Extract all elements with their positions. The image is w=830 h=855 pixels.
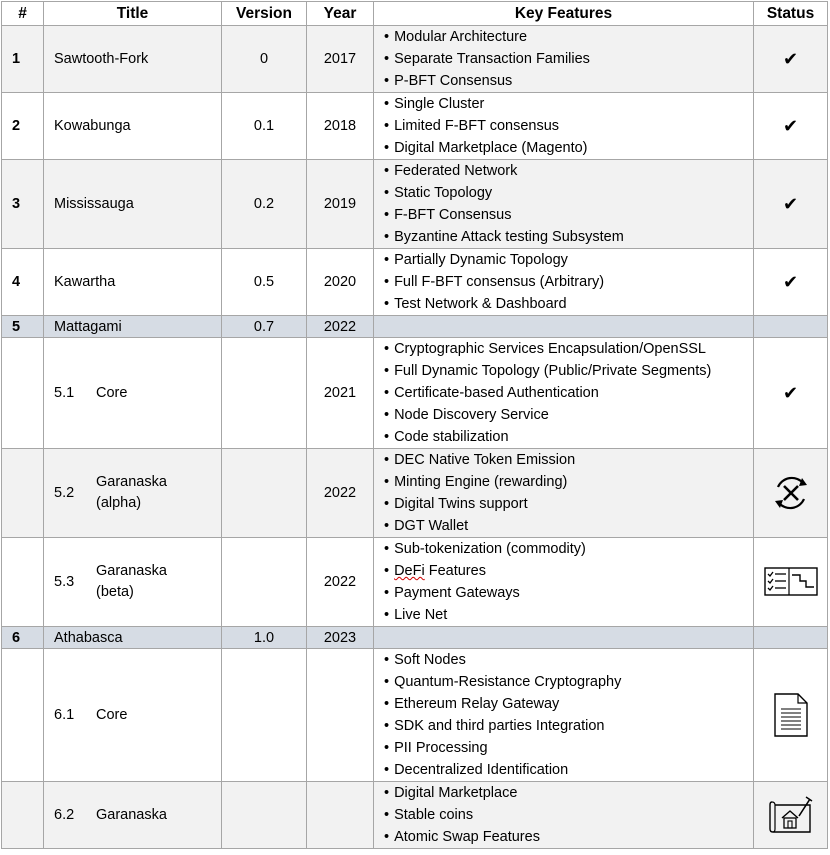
feature-item: • Soft Nodes xyxy=(384,649,753,671)
row-number: 5 xyxy=(2,316,44,338)
header-version: Version xyxy=(222,2,307,26)
feature-item: • Minting Engine (rewarding) xyxy=(384,471,753,493)
sub-title-line: Garanaska xyxy=(96,474,167,490)
feature-item xyxy=(384,560,753,582)
row-number: 6 xyxy=(2,627,44,649)
feature-item: • Digital Marketplace (Magento) xyxy=(384,137,753,159)
row-title xyxy=(44,782,222,849)
sub-title xyxy=(96,472,167,514)
checklist-plan-icon xyxy=(764,566,818,598)
sub-title: Core xyxy=(96,384,128,401)
row-features xyxy=(374,26,754,93)
feature-item: • Sub-tokenization (commodity) xyxy=(384,538,753,560)
feature-item: • Full F-BFT consensus (Arbitrary) xyxy=(384,271,753,293)
row-title: Mattagami xyxy=(44,316,222,338)
row-status xyxy=(754,782,828,849)
row-year xyxy=(307,782,374,849)
table-row xyxy=(2,338,828,449)
sub-number: 5.1 xyxy=(54,385,75,401)
checkmark-icon: ✔ xyxy=(782,115,799,136)
header-row xyxy=(2,2,828,26)
row-year: 2022 xyxy=(307,316,374,338)
row-features xyxy=(374,538,754,627)
row-year xyxy=(307,649,374,782)
row-features xyxy=(374,338,754,449)
feature-item: • Quantum-Resistance Cryptography xyxy=(384,671,753,693)
row-number xyxy=(2,338,44,449)
feature-item: • Full Dynamic Topology (Public/Private Segments) xyxy=(384,360,753,382)
feature-item: • Limited F-BFT consensus xyxy=(384,115,753,137)
row-year: 2022 xyxy=(307,449,374,538)
sub-number: 6.1 xyxy=(54,707,75,723)
row-status xyxy=(754,26,828,93)
blueprint-house-icon xyxy=(768,796,814,834)
feature-item: • Node Discovery Service xyxy=(384,404,753,426)
sub-number: 5.3 xyxy=(54,574,75,590)
group-row xyxy=(2,627,828,649)
sub-title xyxy=(96,561,167,603)
row-year: 2017 xyxy=(307,26,374,93)
row-title: Sawtooth-Fork xyxy=(44,26,222,93)
table-row xyxy=(2,26,828,93)
row-status xyxy=(754,160,828,249)
feature-text: Features xyxy=(424,563,486,579)
feature-item: • Digital Marketplace xyxy=(384,782,753,804)
row-title xyxy=(44,538,222,627)
row-status xyxy=(754,249,828,316)
sub-title-line: (alpha) xyxy=(96,495,142,511)
sub-number: 5.2 xyxy=(54,485,75,501)
roadmap-table xyxy=(1,1,828,849)
sub-title-line: Garanaska xyxy=(96,563,167,579)
header-num: # xyxy=(2,2,44,26)
feature-item: • DGT Wallet xyxy=(384,515,753,537)
feature-item: • Modular Architecture xyxy=(384,26,753,48)
row-title: Kawartha xyxy=(44,249,222,316)
feature-item: • Test Network & Dashboard xyxy=(384,293,753,315)
feature-item: • P-BFT Consensus xyxy=(384,70,753,92)
feature-item: • Live Net xyxy=(384,604,753,626)
row-status xyxy=(754,649,828,782)
row-features xyxy=(374,782,754,849)
row-year: 2021 xyxy=(307,338,374,449)
row-year: 2020 xyxy=(307,249,374,316)
row-year: 2018 xyxy=(307,93,374,160)
row-number: 3 xyxy=(2,160,44,249)
table-row xyxy=(2,538,828,627)
row-version: 0.1 xyxy=(222,93,307,160)
table-row xyxy=(2,649,828,782)
table-row xyxy=(2,93,828,160)
checkmark-icon: ✔ xyxy=(782,271,799,292)
row-version xyxy=(222,782,307,849)
feature-item: • Cryptographic Services Encapsulation/OpenSSL xyxy=(384,338,753,360)
row-status xyxy=(754,449,828,538)
row-features xyxy=(374,316,754,338)
row-version xyxy=(222,538,307,627)
feature-item: • Ethereum Relay Gateway xyxy=(384,693,753,715)
header-title: Title xyxy=(44,2,222,26)
row-number: 4 xyxy=(2,249,44,316)
checkmark-icon: ✔ xyxy=(782,193,799,214)
row-features xyxy=(374,93,754,160)
table-row xyxy=(2,160,828,249)
feature-item: • Federated Network xyxy=(384,160,753,182)
group-row xyxy=(2,316,828,338)
row-features xyxy=(374,449,754,538)
row-title xyxy=(44,649,222,782)
header-status: Status xyxy=(754,2,828,26)
feature-item: • PII Processing xyxy=(384,737,753,759)
row-status xyxy=(754,93,828,160)
row-features xyxy=(374,249,754,316)
row-version: 0.5 xyxy=(222,249,307,316)
row-number: 2 xyxy=(2,93,44,160)
header-year: Year xyxy=(307,2,374,26)
feature-item: • F-BFT Consensus xyxy=(384,204,753,226)
checkmark-icon: ✔ xyxy=(782,382,799,403)
feature-item: • Payment Gateways xyxy=(384,582,753,604)
checkmark-icon: ✔ xyxy=(782,48,799,69)
table-row xyxy=(2,449,828,538)
row-features xyxy=(374,649,754,782)
row-title: Athabasca xyxy=(44,627,222,649)
row-features xyxy=(374,627,754,649)
feature-item: • Digital Twins support xyxy=(384,493,753,515)
feature-item: • DEC Native Token Emission xyxy=(384,449,753,471)
row-version xyxy=(222,649,307,782)
feature-item: • Stable coins xyxy=(384,804,753,826)
row-title xyxy=(44,338,222,449)
row-number xyxy=(2,538,44,627)
sub-title: Garanaska xyxy=(96,806,167,823)
sub-title: Core xyxy=(96,706,128,723)
row-status xyxy=(754,316,828,338)
document-icon xyxy=(773,692,809,738)
table-row xyxy=(2,249,828,316)
feature-item: • Code stabilization xyxy=(384,426,753,448)
row-status xyxy=(754,627,828,649)
row-year: 2023 xyxy=(307,627,374,649)
row-version: 0.7 xyxy=(222,316,307,338)
feature-item: • Atomic Swap Features xyxy=(384,826,753,848)
feature-item: • Certificate-based Authentication xyxy=(384,382,753,404)
row-number: 1 xyxy=(2,26,44,93)
feature-item: • Static Topology xyxy=(384,182,753,204)
row-number xyxy=(2,649,44,782)
feature-item: • Partially Dynamic Topology xyxy=(384,249,753,271)
header-key-features: Key Features xyxy=(374,2,754,26)
row-version: 0 xyxy=(222,26,307,93)
spellcheck-word: DeFi xyxy=(394,563,425,579)
row-title: Mississauga xyxy=(44,160,222,249)
sub-number: 6.2 xyxy=(54,807,75,823)
table-row xyxy=(2,782,828,849)
feature-item: • Single Cluster xyxy=(384,93,753,115)
row-version: 0.2 xyxy=(222,160,307,249)
row-number xyxy=(2,782,44,849)
row-version xyxy=(222,449,307,538)
row-number xyxy=(2,449,44,538)
feature-item: • SDK and third parties Integration xyxy=(384,715,753,737)
feature-item: • Byzantine Attack testing Subsystem xyxy=(384,226,753,248)
row-version xyxy=(222,338,307,449)
row-status xyxy=(754,338,828,449)
row-status xyxy=(754,538,828,627)
in-progress-cycle-icon xyxy=(769,473,813,513)
row-year: 2022 xyxy=(307,538,374,627)
row-version: 1.0 xyxy=(222,627,307,649)
row-year: 2019 xyxy=(307,160,374,249)
row-features xyxy=(374,160,754,249)
feature-item: • Separate Transaction Families xyxy=(384,48,753,70)
feature-item: • Decentralized Identification xyxy=(384,759,753,781)
row-title: Kowabunga xyxy=(44,93,222,160)
sub-title-line: (beta) xyxy=(96,584,134,600)
row-title xyxy=(44,449,222,538)
